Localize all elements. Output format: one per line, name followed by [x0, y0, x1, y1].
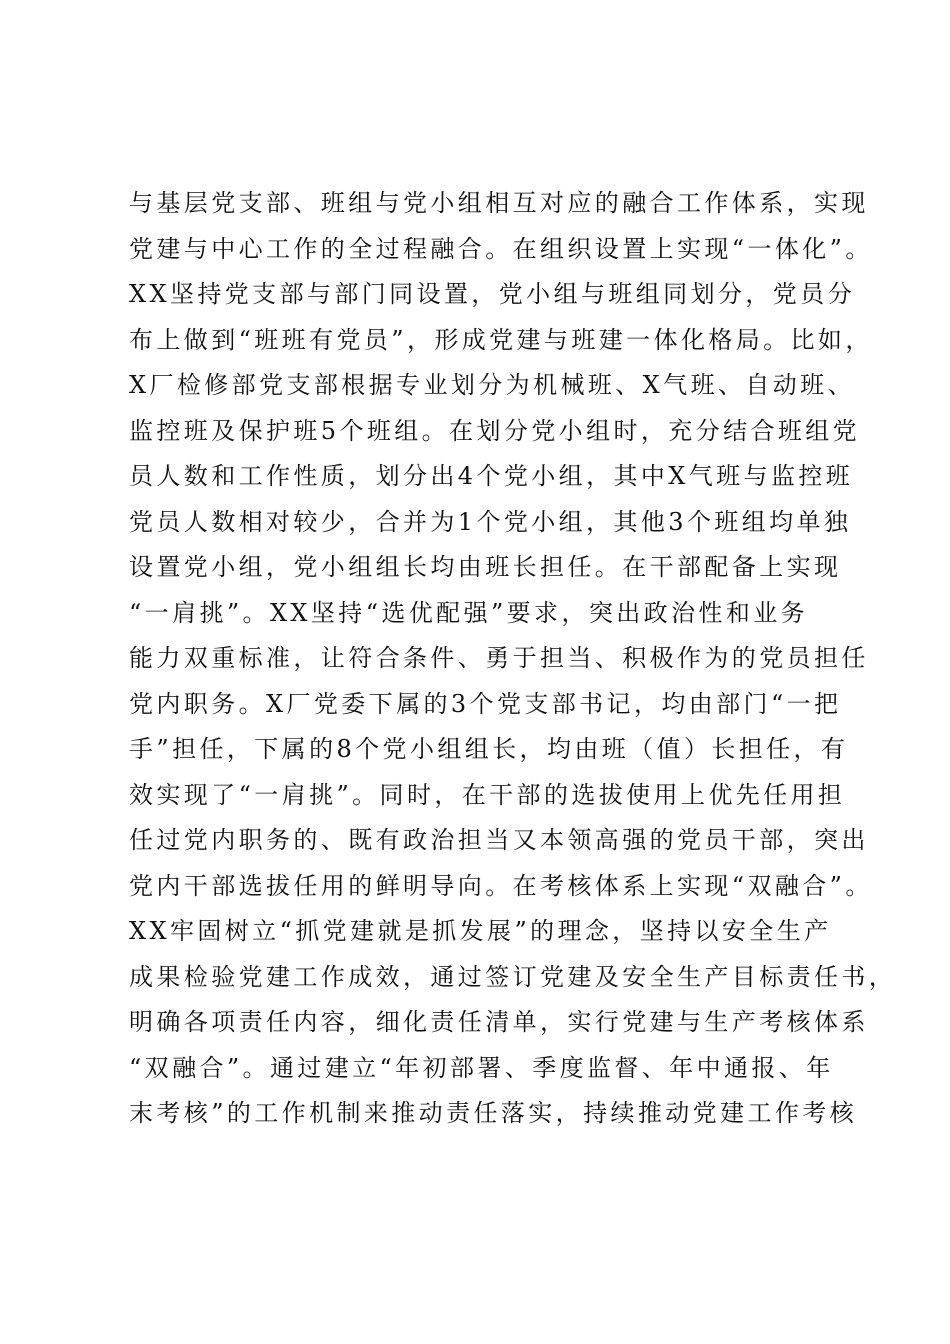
text-line: 任过党内职务的、既有政治担当又本领高强的党员干部，突出	[129, 826, 869, 854]
text-line: 成果检验党建工作成效，通过签订党建及安全生产目标责任书，	[129, 962, 897, 991]
text-line: 布上做到“班班有党员”，形成党建与班建一体化格局。比如，	[129, 325, 873, 354]
text-line: X厂检修部党支部根据专业划分为机械班、X气班、自动班、	[129, 371, 855, 399]
text-line: 能力双重标准，让符合条件、勇于担当、积极作为的党员担任	[129, 644, 869, 672]
text-line: 党建与中心工作的全过程融合。在组织设置上实现“一体化”。	[129, 234, 873, 263]
text-line: XX坚持党支部与部门同设置，党小组与班组同划分，党员分	[129, 280, 855, 308]
text-line: XX牢固树立“抓党建就是抓发展”的理念，坚持以安全生产	[129, 917, 832, 945]
text-line: 监控班及保护班5个班组。在划分党小组时，充分结合班组党	[129, 416, 861, 445]
text-line: 党内职务。X厂党委下属的3个党支部书记，均由部门“一把	[129, 689, 842, 718]
text-line: 党员人数相对较少，合并为1个党小组，其他3个班组均单独	[129, 507, 852, 536]
text-line: “一肩挑”。XX坚持“选优配强”要求，突出政治性和业务	[129, 598, 809, 627]
text-line: “双融合”。通过建立“年初部署、季度监督、年中通报、年	[129, 1053, 834, 1082]
text-line: 末考核”的工作机制来推动责任落实，持续推动党建工作考核	[129, 1099, 858, 1127]
text-line: 效实现了“一肩挑”。同时，在干部的选拔使用上优先任用担	[129, 780, 846, 809]
text-line: 与基层党支部、班组与党小组相互对应的融合工作体系，实现	[129, 189, 869, 217]
text-line: 设置党小组，党小组组长均由班长担任。在干部配备上实现	[129, 553, 842, 581]
body-paragraph	[129, 181, 897, 1137]
text-line: 党内干部选拔任用的鲜明导向。在考核体系上实现“双融合”。	[129, 871, 873, 900]
text-line: 明确各项责任内容，细化责任清单，实行党建与生产考核体系	[129, 1008, 869, 1036]
text-line: 手”担任，下属的8个党小组组长，均由班（值）长担任，有	[129, 735, 849, 763]
text-line: 员人数和工作性质，划分出4个党小组，其中X气班与监控班	[129, 462, 854, 490]
